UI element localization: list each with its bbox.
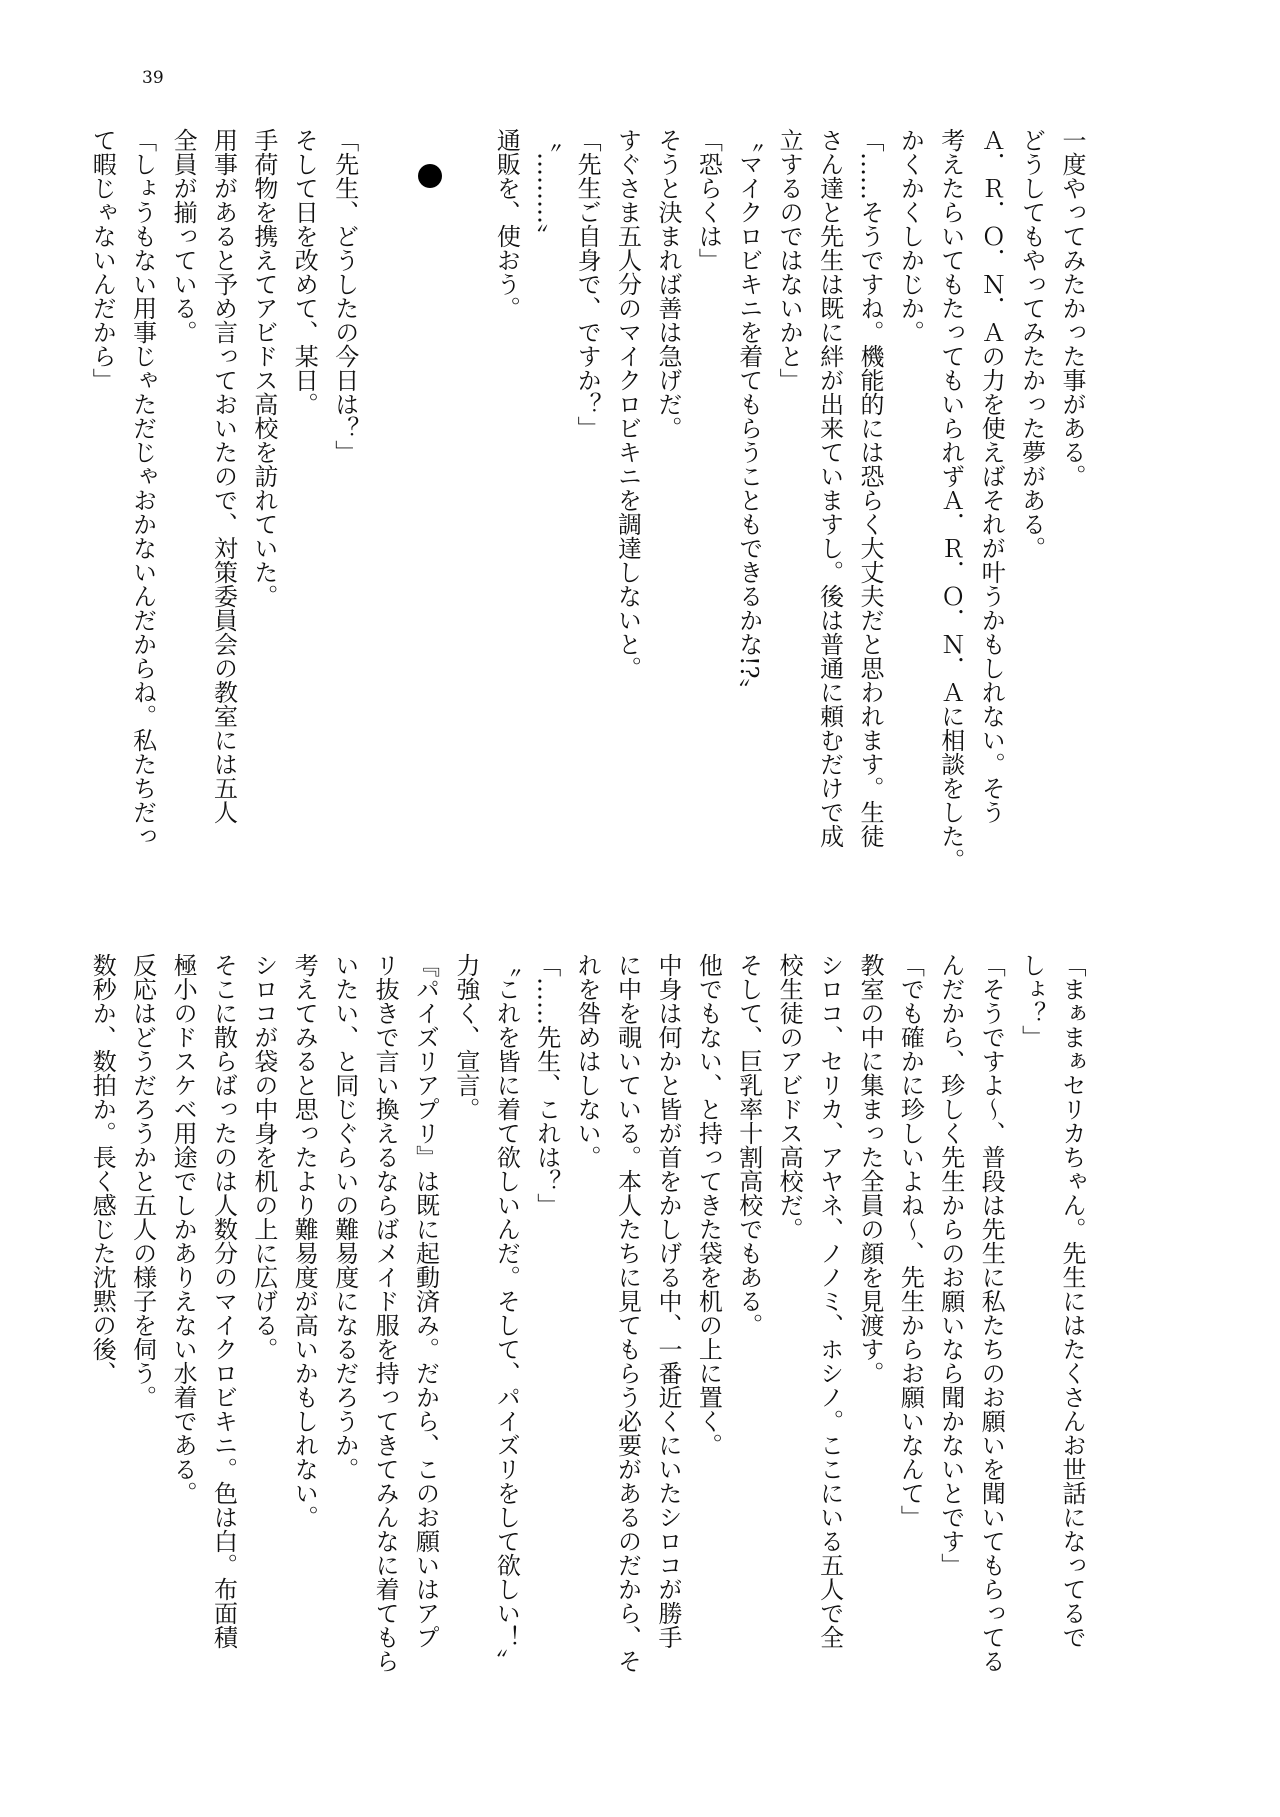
section-break-bullet-icon <box>418 164 442 188</box>
text-line: そして、巨乳率十割高校でもある。 <box>734 953 763 1337</box>
text-line: 力強く、宣言。 <box>451 953 480 1121</box>
text-line: 「そうですよ～、普段は先生に私たちのお願いを聞いてもらってる <box>977 953 1006 1673</box>
text-line: 数秒か、数拍か。長く感じた沈黙の後、 <box>88 953 117 1385</box>
text-line: 「……先生、これは？」 <box>532 953 561 1217</box>
text-line: 校生徒のアビドス高校だ。 <box>775 953 804 1241</box>
text-line: どうしてもやってみたかった夢がある。 <box>1017 128 1046 560</box>
text-line: 〝これを皆に着て欲しいんだ。そして、パイズリをして欲しい！〟 <box>492 953 521 1673</box>
text-line: 『パイズリアプリ』は既に起動済み。だから、このお願いはアプ <box>411 953 440 1649</box>
page-number: 39 <box>142 68 164 88</box>
blank-line <box>365 128 405 828</box>
text-line: さん達と先生は既に絆が出来ていますし。後は普通に頼むだけで成 <box>815 128 844 848</box>
text-line: んだから、珍しく先生からのお願いなら聞かないとです」 <box>936 953 965 1577</box>
text-line: シロコが袋の中身を机の上に広げる。 <box>249 953 278 1361</box>
text-line: 考えたらいてもたってもいられずＡ．Ｒ．Ｏ．Ｎ．Ａに相談をした。 <box>936 128 965 872</box>
text-line: リ抜きで言い換えるならばメイド服を持ってきてみんなに着てもら <box>371 953 400 1673</box>
text-line: 考えてみると思ったより難易度が高いかもしれない。 <box>290 953 319 1529</box>
text-line: 「先生ご自身で、ですか？」 <box>573 128 602 440</box>
text-line: かくかくしかじか。 <box>896 128 925 344</box>
text-line: 「先生、どうしたの今日は？」 <box>330 128 359 464</box>
text-line: 一度やってみたかった事がある。 <box>1058 128 1086 488</box>
text-line: そして日を改めて、某日。 <box>290 128 319 416</box>
bottom-text-block <box>82 953 1092 1673</box>
text-line: 「恐らくは」 <box>694 128 723 272</box>
text-line: 極小のドスケベ用途でしかありえない水着である。 <box>169 953 198 1505</box>
text-line: 用事があると予め言っておいたので、対策委員会の教室には五人 <box>209 128 238 824</box>
text-line: 「……そうですね。機能的には恐らく大丈夫だと思われます。生徒 <box>855 128 884 848</box>
blank-line <box>405 128 445 828</box>
text-line: 立するのではないかと」 <box>775 128 804 392</box>
text-line: て暇じゃないんだから」 <box>88 128 117 392</box>
text-line: いたい、と同じぐらいの難易度になるだろうか。 <box>330 953 359 1481</box>
text-line: 〝………〟 <box>532 128 561 248</box>
blank-line <box>446 128 486 828</box>
text-line: 「しょうもない用事じゃただじゃおかないんだからね。私たちだっ <box>128 128 157 848</box>
text-line: そこに散らばったのは人数分のマイクロビキニ。色は白。布面積 <box>209 953 238 1649</box>
text-line: すぐさま五人分のマイクロビキニを調達しないと。 <box>613 128 642 680</box>
text-line: 「まぁまぁセリカちゃん。先生にはたくさんお世話になってるで <box>1058 953 1086 1649</box>
text-line: れを咎めはしない。 <box>573 953 602 1169</box>
text-line: 「でも確かに珍しいよね～、先生からお願いなんて」 <box>896 953 925 1529</box>
text-line: Ａ．Ｒ．Ｏ．Ｎ．Ａの力を使えばそれが叶うかもしれない。そう <box>977 128 1006 824</box>
text-line: に中を覗いている。本人たちに見てもらう必要があるのだから、そ <box>613 953 642 1673</box>
text-line: 手荷物を携えてアビドス高校を訪れていた。 <box>249 128 278 608</box>
text-line: シロコ、セリカ、アヤネ、ノノミ、ホシノ。ここにいる五人で全 <box>815 953 844 1649</box>
text-line: そうと決まれば善は急げだ。 <box>653 128 682 440</box>
text-line: 教室の中に集まった全員の顔を見渡す。 <box>855 953 884 1385</box>
text-line: 通販を、使おう。 <box>492 128 521 320</box>
text-line: 〝マイクロビキニを着てもらうこともできるかな!?〟 <box>734 128 763 703</box>
text-line: 反応はどうだろうかと五人の様子を伺う。 <box>128 953 157 1409</box>
text-line: 中身は何かと皆が首をかしげる中、一番近くにいたシロコが勝手 <box>653 953 682 1649</box>
text-line: 全員が揃っている。 <box>169 128 198 344</box>
text-line: 他でもない、と持ってきた袋を机の上に置く。 <box>694 953 723 1457</box>
text-line: しょ？」 <box>1017 953 1046 1049</box>
top-text-block <box>82 128 1092 872</box>
